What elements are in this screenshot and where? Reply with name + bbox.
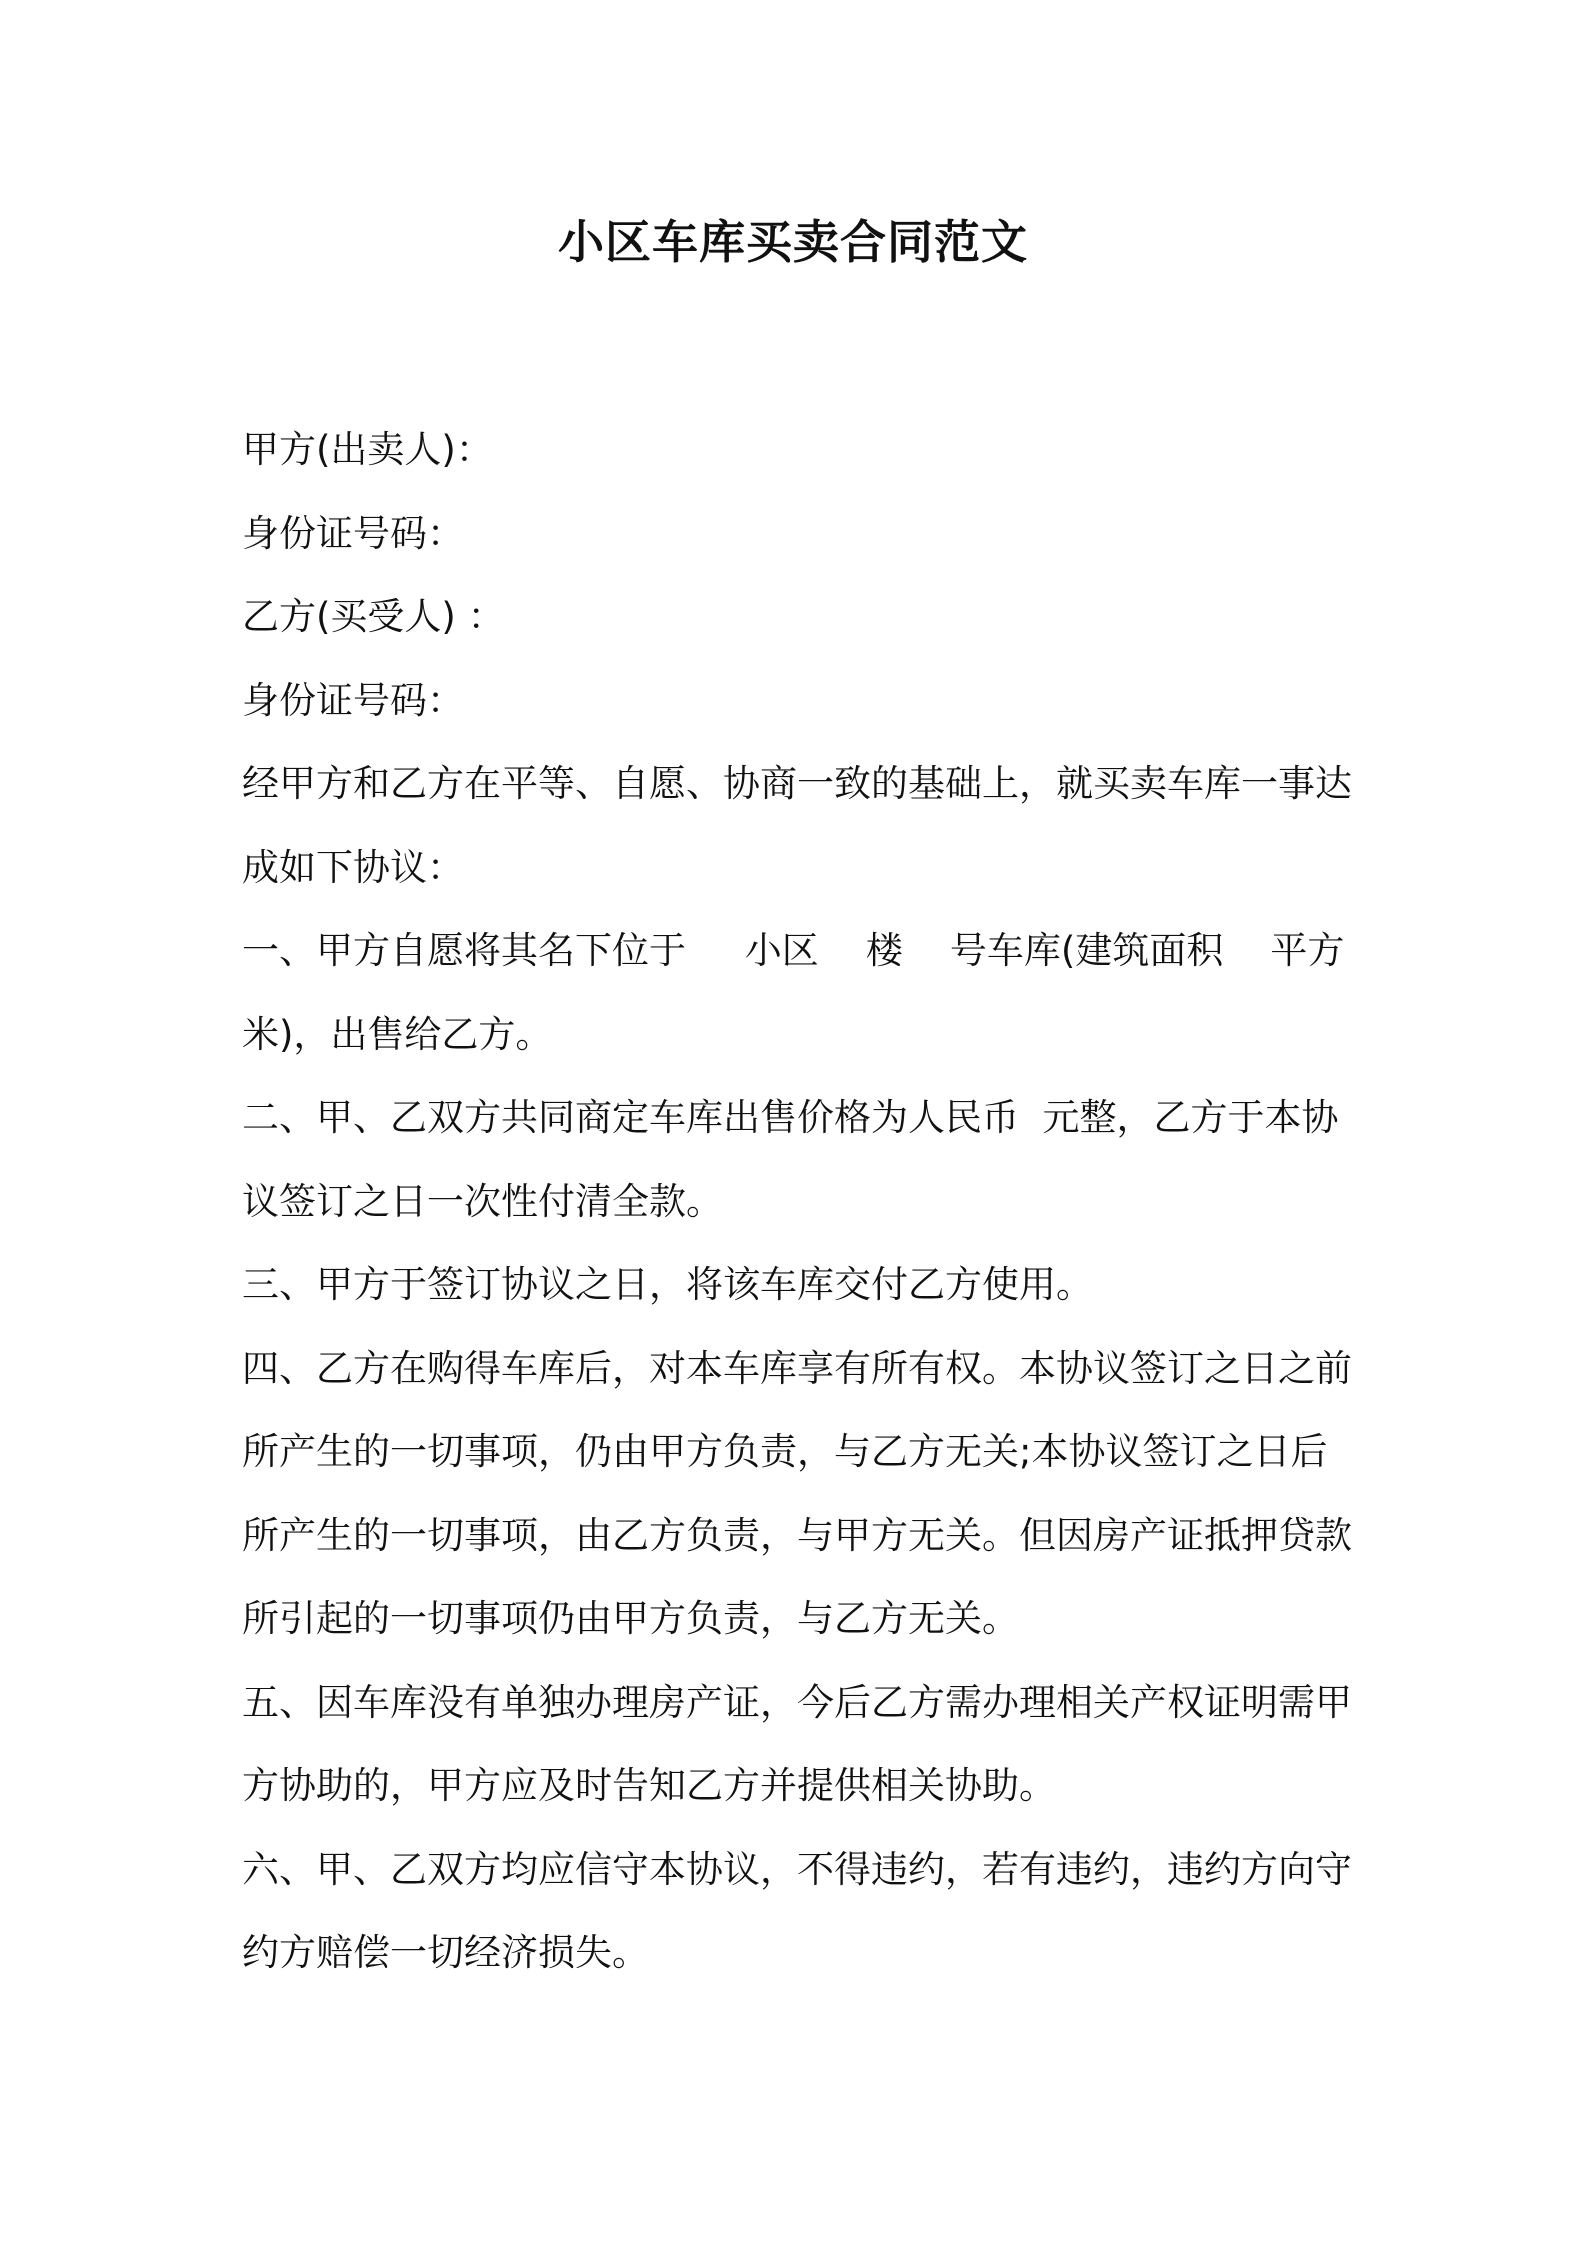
clause-5-line-1: 五、因车库没有单独办理房产证，今后乙方需办理相关产权证明需甲 bbox=[242, 1680, 1352, 1724]
party-a-seller-line: 甲方(出卖人)： bbox=[242, 428, 493, 471]
clause-2-line-1: 二、甲、乙双方共同商定车库出售价格为人民币 元整，乙方于本协 bbox=[242, 1096, 1339, 1139]
contract-body bbox=[242, 408, 1357, 1995]
party-b-buyer-line: 乙方(买受人) ： bbox=[242, 595, 505, 638]
party-a-id-number-line: 身份证号码： bbox=[242, 511, 464, 555]
clause-4-line-2: 所产生的一切事项，仍由甲方负责，与乙方无关;本协议签订之日后 bbox=[242, 1430, 1328, 1473]
clause-2-line-2: 议签订之日一次性付清全款。 bbox=[242, 1179, 723, 1223]
clause-4-line-4: 所引起的一切事项仍由甲方负责，与乙方无关。 bbox=[242, 1597, 1019, 1640]
preamble-line-2: 成如下协议： bbox=[242, 845, 464, 889]
document-title: 小区车库买卖合同范文 bbox=[558, 215, 1028, 269]
clause-3-line-1: 三、甲方于签订协议之日，将该车库交付乙方使用。 bbox=[242, 1263, 1093, 1306]
clause-1-line-1: 一、甲方自愿将其名下位于 小区 楼 号车库(建筑面积 平方 bbox=[242, 929, 1345, 972]
clause-4-line-3: 所产生的一切事项，由乙方负责，与甲方无关。但因房产证抵押贷款 bbox=[242, 1513, 1352, 1557]
party-b-id-number-line: 身份证号码： bbox=[242, 678, 464, 722]
clause-6-line-1: 六、甲、乙双方均应信守本协议，不得违约，若有违约，违约方向守 bbox=[242, 1847, 1352, 1891]
clause-5-line-2: 方协助的，甲方应及时告知乙方并提供相关协助。 bbox=[242, 1764, 1056, 1807]
preamble-line-1: 经甲方和乙方在平等、自愿、协商一致的基础上，就买卖车库一事达 bbox=[242, 762, 1352, 805]
clause-6-line-2: 约方赔偿一切经济损失。 bbox=[242, 1931, 649, 1974]
clause-1-line-2: 米)，出售给乙方。 bbox=[242, 1012, 553, 1056]
clause-4-line-1: 四、乙方在购得车库后，对本车库享有所有权。本协议签订之日之前 bbox=[242, 1346, 1352, 1390]
